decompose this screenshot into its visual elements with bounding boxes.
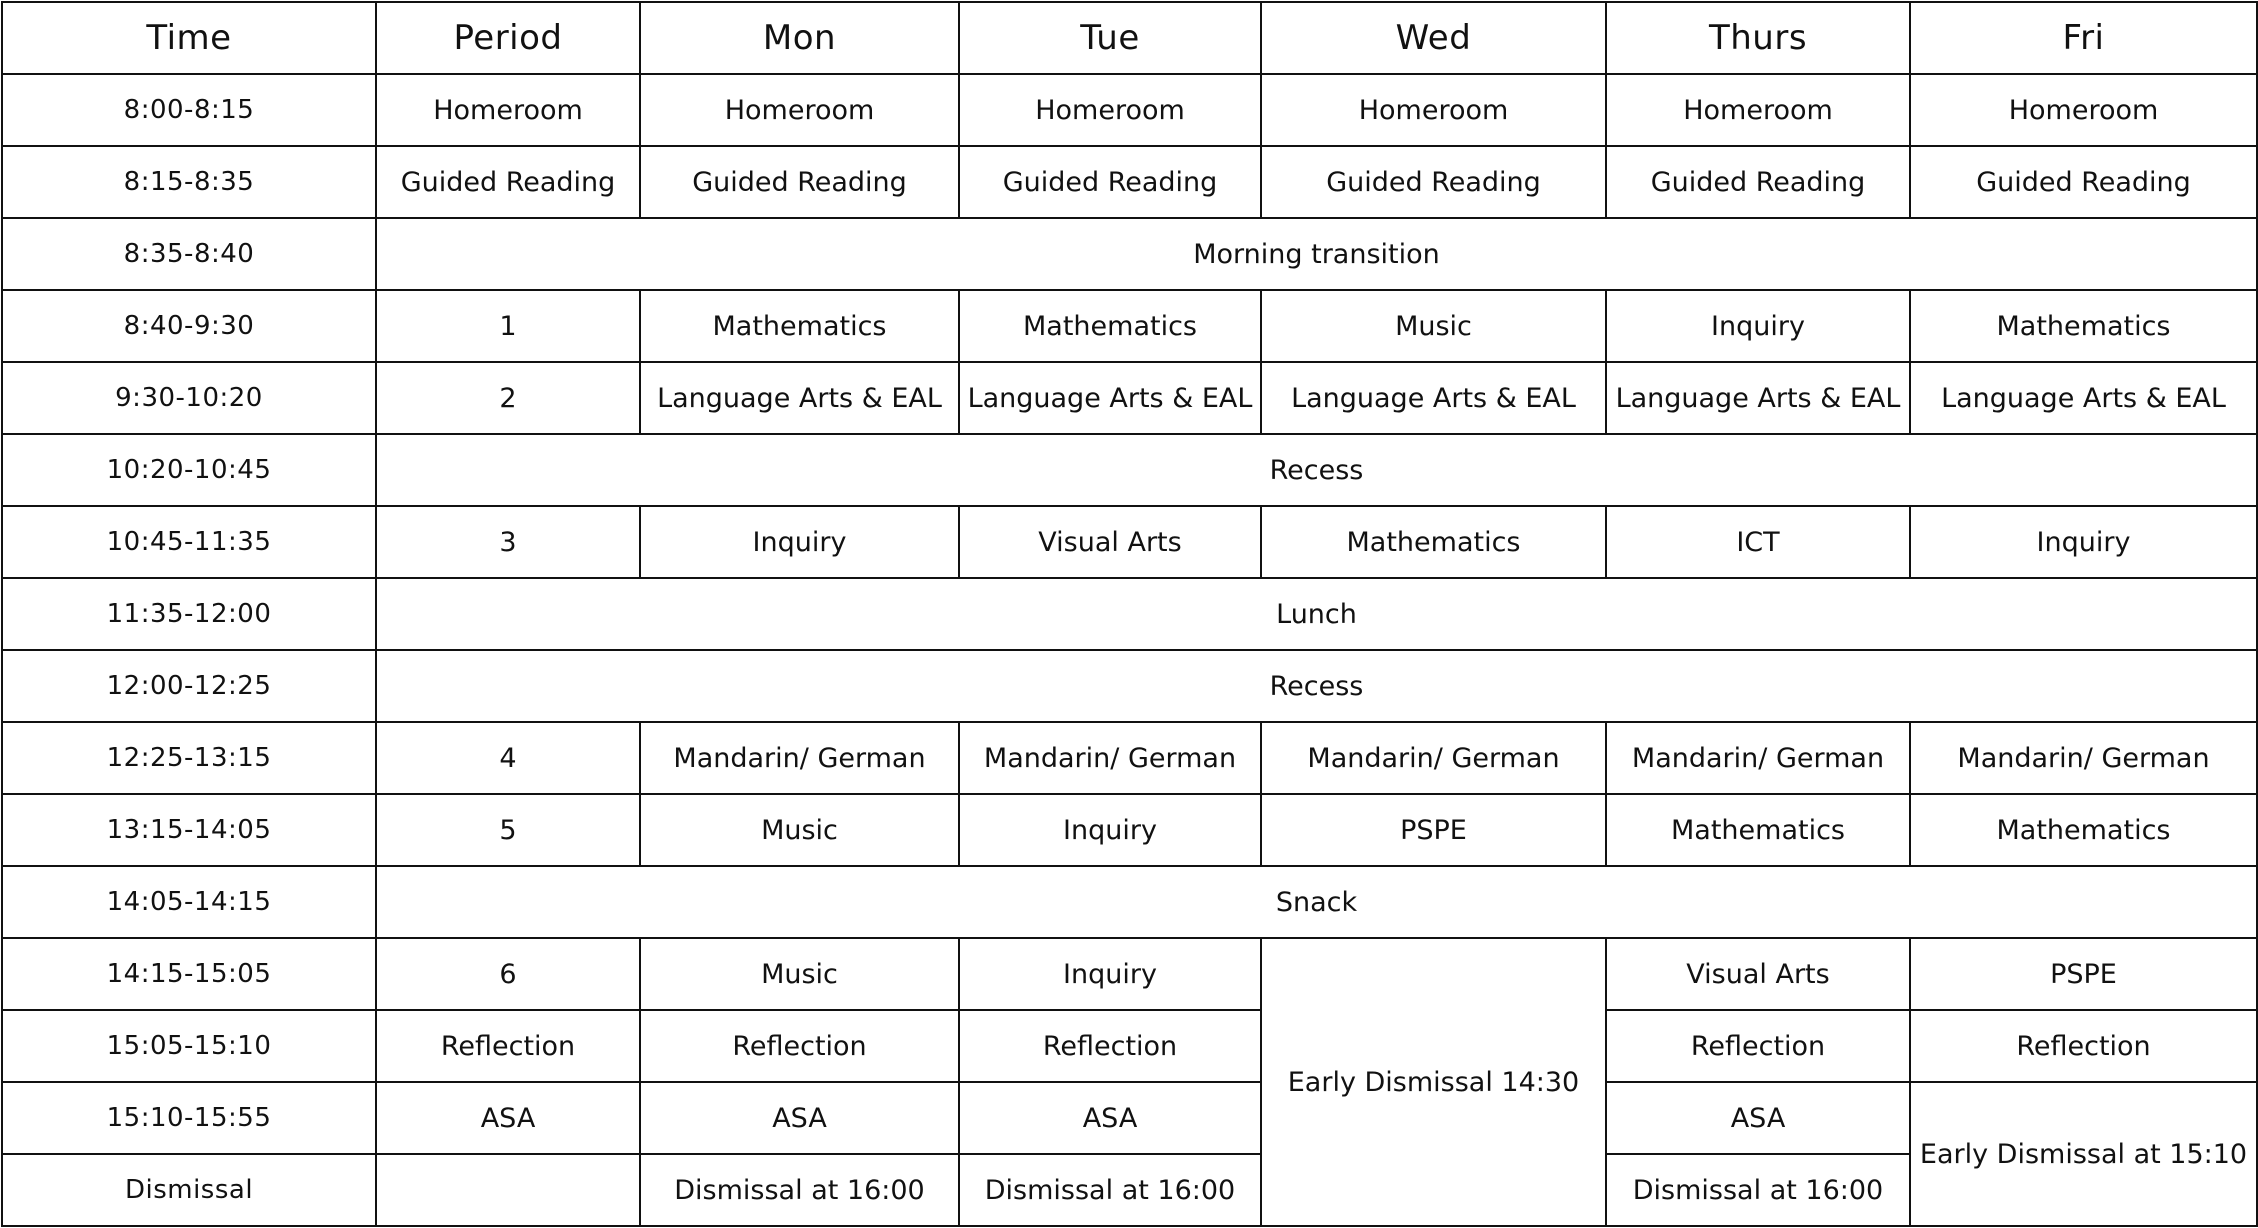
header-time: Time	[2, 2, 376, 74]
time-cell: 12:00-12:25	[2, 650, 376, 722]
merged-activity-cell: Recess	[376, 650, 2257, 722]
mon-cell: ASA	[640, 1082, 959, 1154]
wed-cell: Music	[1261, 290, 1606, 362]
merged-activity-cell: Morning transition	[376, 218, 2257, 290]
thu-cell: Inquiry	[1606, 290, 1910, 362]
header-wed: Wed	[1261, 2, 1606, 74]
time-cell: 12:25-13:15	[2, 722, 376, 794]
time-cell: 14:15-15:05	[2, 938, 376, 1010]
period-cell: 1	[376, 290, 640, 362]
wed-early-dismissal-cell: Early Dismissal 14:30	[1261, 938, 1606, 1226]
table-row	[2, 218, 2257, 290]
tue-cell: Mandarin/ German	[959, 722, 1261, 794]
tue-cell: Mathematics	[959, 290, 1261, 362]
table-row	[2, 938, 2257, 1010]
time-cell: 8:00-8:15	[2, 74, 376, 146]
thu-cell: Reflection	[1606, 1010, 1910, 1082]
table-row	[2, 866, 2257, 938]
header-mon: Mon	[640, 2, 959, 74]
table-row	[2, 650, 2257, 722]
fri-cell: Inquiry	[1910, 506, 2257, 578]
time-cell: 10:20-10:45	[2, 434, 376, 506]
period-cell: 5	[376, 794, 640, 866]
mon-cell: Music	[640, 938, 959, 1010]
period-cell: Homeroom	[376, 74, 640, 146]
table-row	[2, 146, 2257, 218]
thu-cell: Dismissal at 16:00	[1606, 1154, 1910, 1226]
time-cell: 15:10-15:55	[2, 1082, 376, 1154]
period-cell	[376, 1154, 640, 1226]
table-row	[2, 1010, 2257, 1082]
mon-cell: Language Arts & EAL	[640, 362, 959, 434]
fri-cell: Homeroom	[1910, 74, 2257, 146]
wed-cell: Mandarin/ German	[1261, 722, 1606, 794]
period-cell: 3	[376, 506, 640, 578]
table-row	[2, 506, 2257, 578]
fri-cell: PSPE	[1910, 938, 2257, 1010]
header-row	[2, 2, 2257, 74]
thu-cell: Homeroom	[1606, 74, 1910, 146]
time-cell: 8:40-9:30	[2, 290, 376, 362]
mon-cell: Reflection	[640, 1010, 959, 1082]
header-tue: Tue	[959, 2, 1261, 74]
thu-cell: Mandarin/ German	[1606, 722, 1910, 794]
fri-cell: Mandarin/ German	[1910, 722, 2257, 794]
thu-cell: ICT	[1606, 506, 1910, 578]
time-cell: 15:05-15:10	[2, 1010, 376, 1082]
period-cell: 2	[376, 362, 640, 434]
table-row	[2, 74, 2257, 146]
wed-cell: Homeroom	[1261, 74, 1606, 146]
tue-cell: Homeroom	[959, 74, 1261, 146]
timetable	[1, 1, 2258, 1227]
time-cell: 13:15-14:05	[2, 794, 376, 866]
header-period: Period	[376, 2, 640, 74]
time-cell: 9:30-10:20	[2, 362, 376, 434]
time-cell: 10:45-11:35	[2, 506, 376, 578]
tue-cell: ASA	[959, 1082, 1261, 1154]
thu-cell: Visual Arts	[1606, 938, 1910, 1010]
table-row	[2, 290, 2257, 362]
period-cell: 6	[376, 938, 640, 1010]
thu-cell: Mathematics	[1606, 794, 1910, 866]
thu-cell: Language Arts & EAL	[1606, 362, 1910, 434]
mon-cell: Mandarin/ German	[640, 722, 959, 794]
merged-activity-cell: Recess	[376, 434, 2257, 506]
header-thurs: Thurs	[1606, 2, 1910, 74]
fri-early-dismissal-cell: Early Dismissal at 15:10	[1910, 1082, 2257, 1226]
mon-cell: Homeroom	[640, 74, 959, 146]
mon-cell: Music	[640, 794, 959, 866]
mon-cell: Mathematics	[640, 290, 959, 362]
table-row	[2, 578, 2257, 650]
period-cell: Reflection	[376, 1010, 640, 1082]
fri-cell: Language Arts & EAL	[1910, 362, 2257, 434]
merged-activity-cell: Snack	[376, 866, 2257, 938]
tue-cell: Guided Reading	[959, 146, 1261, 218]
header-fri: Fri	[1910, 2, 2257, 74]
time-cell: Dismissal	[2, 1154, 376, 1226]
wed-cell: Guided Reading	[1261, 146, 1606, 218]
merged-activity-cell: Lunch	[376, 578, 2257, 650]
table-row	[2, 362, 2257, 434]
fri-cell: Mathematics	[1910, 794, 2257, 866]
period-cell: ASA	[376, 1082, 640, 1154]
time-cell: 11:35-12:00	[2, 578, 376, 650]
table-row	[2, 434, 2257, 506]
table-row	[2, 794, 2257, 866]
time-cell: 14:05-14:15	[2, 866, 376, 938]
period-cell: Guided Reading	[376, 146, 640, 218]
time-cell: 8:35-8:40	[2, 218, 376, 290]
tue-cell: Inquiry	[959, 938, 1261, 1010]
mon-cell: Inquiry	[640, 506, 959, 578]
tue-cell: Visual Arts	[959, 506, 1261, 578]
wed-cell: Language Arts & EAL	[1261, 362, 1606, 434]
fri-cell: Guided Reading	[1910, 146, 2257, 218]
time-cell: 8:15-8:35	[2, 146, 376, 218]
fri-cell: Mathematics	[1910, 290, 2257, 362]
tue-cell: Reflection	[959, 1010, 1261, 1082]
table-row	[2, 1082, 2257, 1154]
thu-cell: Guided Reading	[1606, 146, 1910, 218]
tue-cell: Dismissal at 16:00	[959, 1154, 1261, 1226]
tue-cell: Inquiry	[959, 794, 1261, 866]
period-cell: 4	[376, 722, 640, 794]
wed-cell: PSPE	[1261, 794, 1606, 866]
thu-cell: ASA	[1606, 1082, 1910, 1154]
mon-cell: Dismissal at 16:00	[640, 1154, 959, 1226]
wed-cell: Mathematics	[1261, 506, 1606, 578]
fri-cell: Reflection	[1910, 1010, 2257, 1082]
mon-cell: Guided Reading	[640, 146, 959, 218]
table-row	[2, 722, 2257, 794]
tue-cell: Language Arts & EAL	[959, 362, 1261, 434]
